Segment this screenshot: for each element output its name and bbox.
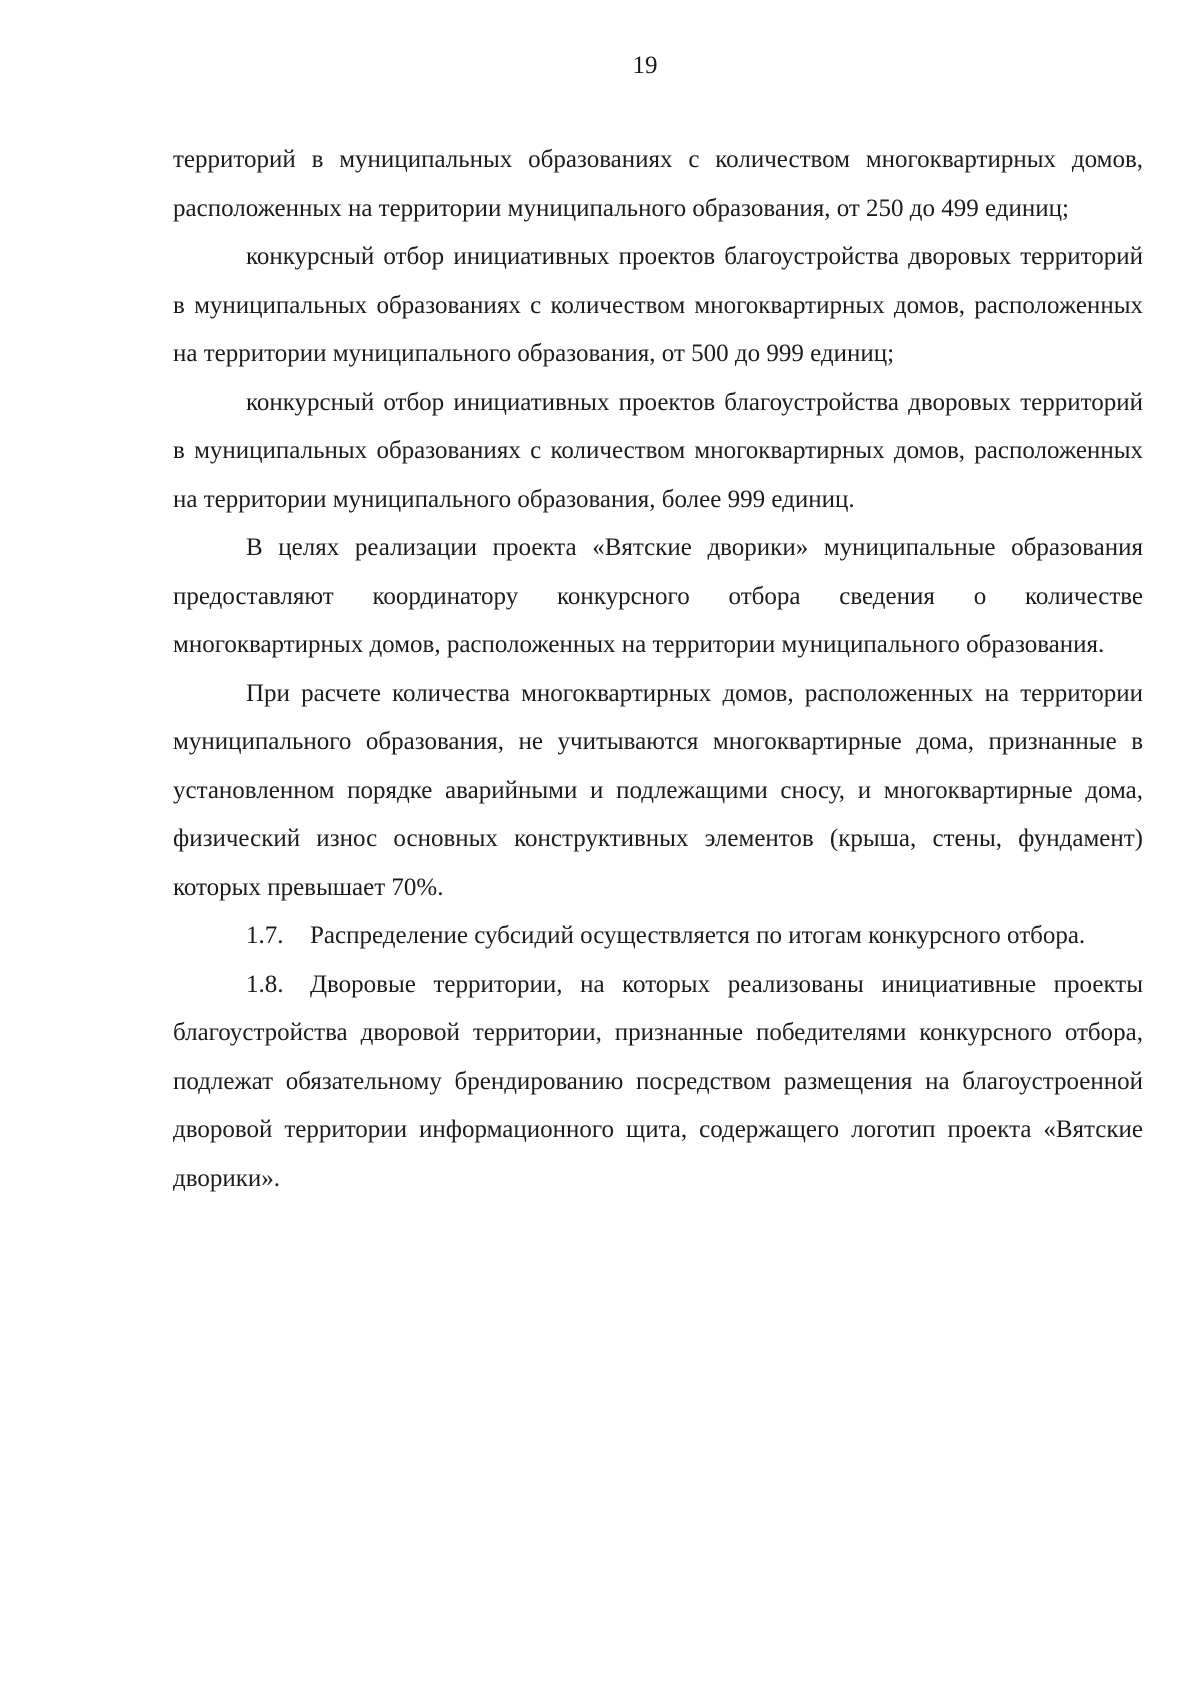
paragraph-calculation-rules [173,670,1143,913]
paragraph-text: В целях реализации проекта «Вятские дворики» муниципальные образования предоставляют координатору конкурсного отбора сведения о количестве многоквартирных домов, расположенных на территории муниципального образования. [173,534,1143,658]
document-body [173,136,1143,1203]
page-number: 19 [632,52,658,79]
paragraph-territories-over-999 [173,379,1143,525]
paragraph-text: конкурсный отбор инициативных проектов благоустройства дворовых территорий в муниципальных образованиях с количеством многоквартирных домов, расположенных на территории муниципального образования, от 500 до 999 единиц; [173,243,1143,367]
paragraph-territories-250-499 [173,136,1143,233]
paragraph-1-8 [173,961,1143,1204]
paragraph-territories-500-999 [173,233,1143,379]
paragraph-text: территорий в муниципальных образованиях с количеством многоквартирных домов, расположенных на территории муниципального образования, от 250 до 499 единиц; [173,146,1143,222]
paragraph-number: 1.8. [246,970,284,998]
paragraph-text: Дворовые территории, на которых реализованы инициативные проекты благоустройства дворовой территории, признанные победителями конкурсного отбора, подлежат обязательному брендированию посредством размещения на благоустроенной дворовой территории информационного щита, содержащего логотип проекта «Вятские дворики». [173,970,1143,1192]
paragraph-text: При расчете количества многоквартирных домов, расположенных на территории муниципального образования, не учитываются многоквартирные дома, признанные в установленном порядке аварийными и подлежащими сносу, и многоквартирные дома, физический износ основных конструктивных элементов (крыша, стены, фундамент) которых превышает 70%. [173,679,1143,901]
paragraph-number: 1.7. [246,922,284,949]
paragraph-text: Распределение субсидий осуществляется по итогам конкурсного отбора. [310,922,1086,949]
paragraph-text: конкурсный отбор инициативных проектов благоустройства дворовых территорий в муниципальных образованиях с количеством многоквартирных домов, расположенных на территории муниципального образования, более 999 единиц. [173,388,1143,513]
paragraph-1-7 [173,912,1143,961]
paragraph-project-info [173,524,1143,670]
